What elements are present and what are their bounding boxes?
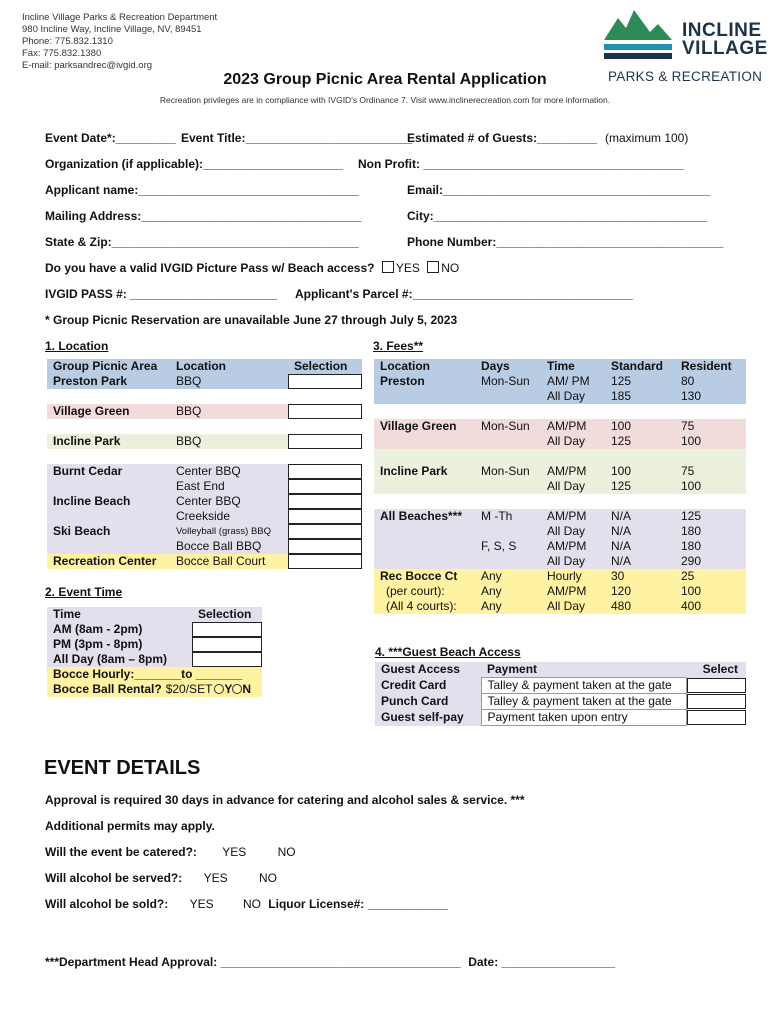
fee-resident-cell: 75	[681, 419, 695, 433]
fee-standard-cell: N/A	[611, 539, 632, 553]
picnic-area-cell: Recreation Center	[53, 554, 157, 568]
fee-time-cell: All Day	[547, 599, 586, 613]
fee-time-cell: All Day	[547, 434, 586, 448]
fee-time-cell	[541, 449, 605, 464]
non-profit-field[interactable]: Non Profit: _______________________________________	[358, 157, 684, 171]
event-time-row	[47, 622, 262, 637]
fee-location-cell: (per court):	[386, 584, 445, 598]
fee-time-cell: AM/PM	[547, 584, 587, 598]
applicant-name-field[interactable]: Applicant name:_________________________________	[45, 183, 359, 197]
location-selection-box[interactable]	[288, 554, 362, 569]
picture-pass-label: Do you have a valid IVGID Picture Pass w/ Beach access?	[45, 261, 375, 275]
fees-row	[374, 404, 746, 419]
fee-standard-cell: N/A	[611, 524, 632, 538]
location-selection-box[interactable]	[288, 524, 362, 539]
fee-standard-cell	[605, 494, 675, 509]
bocce-no-radio[interactable]	[232, 684, 242, 694]
bocce-no-label: N	[242, 682, 252, 696]
fees-row	[374, 509, 746, 524]
served-no-option[interactable]: NO	[258, 871, 277, 885]
dept-approval-line	[45, 955, 615, 969]
location-row	[47, 419, 362, 434]
fee-location-cell: (All 4 courts):	[386, 599, 457, 613]
fees-row	[374, 374, 746, 389]
picnic-area-cell	[47, 539, 170, 554]
fee-resident-cell: 130	[681, 389, 702, 403]
bocce-rental-row	[47, 682, 262, 697]
event-time-row	[47, 652, 262, 667]
location-cell	[170, 449, 288, 464]
page-title: 2023 Group Picnic Area Rental Application	[223, 71, 547, 88]
pass-yes-checkbox[interactable]	[382, 261, 394, 273]
location-selection-box[interactable]	[288, 389, 362, 404]
payment-cell: Talley & payment taken at the gate	[481, 678, 686, 694]
location-selection-box[interactable]	[288, 419, 362, 434]
picnic-area-cell: Village Green	[53, 404, 130, 418]
location-row	[47, 554, 362, 569]
bocce-rental-cell	[47, 682, 262, 697]
fee-location-cell: Village Green	[380, 419, 457, 433]
fee-time-cell	[541, 494, 605, 509]
fees-header-cell: Days	[481, 359, 510, 373]
fee-time-cell	[541, 404, 605, 419]
selection-input[interactable]	[288, 509, 362, 524]
fee-resident-cell: 80	[681, 374, 695, 388]
fee-days-cell	[475, 554, 541, 569]
beach-select-box[interactable]	[686, 710, 746, 726]
sold-label: Will alcohol be sold?:	[45, 897, 169, 911]
pass-yes-label: YES	[395, 261, 420, 275]
fee-resident-cell	[675, 494, 746, 509]
catered-no-option[interactable]: NO	[277, 845, 296, 859]
fee-location-cell	[374, 389, 475, 404]
fee-resident-cell: 180	[681, 524, 702, 538]
fee-location-cell: Preston	[380, 374, 425, 388]
sold-question	[45, 897, 448, 911]
location-cell	[170, 389, 288, 404]
beach-header-row	[375, 662, 746, 678]
permits-note: Additional permits may apply.	[45, 819, 215, 833]
pass-no-label: NO	[441, 261, 460, 275]
location-row	[47, 539, 362, 554]
location-selection-box[interactable]	[288, 509, 362, 524]
fees-header-cell: Resident	[681, 359, 732, 373]
selection-input[interactable]	[288, 524, 362, 539]
selection-input[interactable]	[192, 637, 262, 652]
mailing-address-field[interactable]: Mailing Address:_________________________________	[45, 209, 362, 223]
location-heading: 1. Location	[45, 339, 109, 353]
fee-resident-cell: 100	[681, 584, 702, 598]
approval-date-field[interactable]: Date: _________________	[468, 955, 615, 969]
payment-cell: Talley & payment taken at the gate	[481, 694, 686, 710]
selection-input[interactable]	[288, 434, 362, 449]
selection-input[interactable]	[288, 554, 362, 569]
location-cell: Volleyball (grass) BBQ	[176, 526, 272, 537]
liquor-license-field[interactable]: Liquor License#: ____________	[268, 897, 448, 911]
fee-days-cell: F, S, S	[481, 539, 517, 553]
fee-resident-cell: 290	[681, 554, 702, 568]
fee-days-cell: Any	[481, 569, 502, 583]
fee-standard-cell: 185	[611, 389, 632, 403]
location-row	[47, 494, 362, 509]
location-header-cell: Selection	[294, 359, 348, 373]
org-phone: Phone: 775.832.1310	[22, 36, 113, 47]
location-header-row	[47, 359, 362, 374]
city-field[interactable]: City:_________________________________________	[407, 209, 708, 223]
beach-row	[375, 678, 746, 694]
fee-location-cell	[374, 479, 475, 494]
picnic-area-cell	[47, 389, 170, 404]
event-time-header-cell: Time	[53, 607, 81, 621]
fee-resident-cell	[675, 449, 746, 464]
fees-header-row	[374, 359, 746, 374]
fees-row	[374, 389, 746, 404]
state-zip-field[interactable]: State & Zip:_____________________________________	[45, 235, 359, 249]
guest-access-cell: Guest self-pay	[375, 710, 481, 726]
parcel-field[interactable]: Applicant's Parcel #:_________________________________	[295, 287, 633, 301]
catered-question	[45, 845, 296, 859]
fee-days-cell: Mon-Sun	[481, 464, 530, 478]
selection-input[interactable]	[288, 374, 362, 389]
beach-row	[375, 710, 746, 726]
fee-time-cell: Hourly	[547, 569, 582, 583]
fee-location-cell: All Beaches***	[380, 509, 463, 523]
fee-location-cell	[374, 539, 475, 554]
fee-days-cell	[475, 434, 541, 449]
fees-table	[374, 359, 746, 614]
fee-resident-cell: 25	[681, 569, 695, 583]
location-header-cell: Group Picnic Area	[53, 359, 158, 373]
event-time-selection-box[interactable]	[192, 637, 262, 652]
event-time-selection-box[interactable]	[192, 652, 262, 667]
event-time-table	[47, 607, 262, 697]
location-cell: Creekside	[176, 509, 231, 523]
served-question	[45, 871, 277, 885]
event-time-selection-box[interactable]	[192, 622, 262, 637]
fees-row	[374, 539, 746, 554]
fee-days-cell	[475, 479, 541, 494]
fees-row	[374, 479, 746, 494]
fee-standard-cell: 480	[611, 599, 632, 613]
fee-standard-cell: 125	[611, 374, 632, 388]
fee-time-cell: All Day	[547, 524, 586, 538]
fee-days-cell: M -Th	[481, 509, 513, 523]
served-label: Will alcohol be served?:	[45, 871, 183, 885]
fee-standard-cell: 100	[611, 419, 632, 433]
beach-select-box[interactable]	[686, 678, 746, 694]
location-cell: East End	[176, 479, 225, 493]
event-time-row	[47, 637, 262, 652]
fee-location-cell: Rec Bocce Ct	[380, 569, 458, 583]
fee-standard-cell	[605, 449, 675, 464]
logo-wordmark	[682, 22, 768, 58]
picnic-area-cell: Incline Park	[53, 434, 121, 448]
selection-input[interactable]	[288, 539, 362, 554]
location-row	[47, 509, 362, 524]
location-row	[47, 449, 362, 464]
location-selection-box[interactable]	[288, 404, 362, 419]
picnic-area-cell	[47, 509, 170, 524]
fees-row	[374, 584, 746, 599]
picnic-area-cell	[47, 479, 170, 494]
fees-row	[374, 524, 746, 539]
location-selection-box[interactable]	[288, 464, 362, 479]
organization-field[interactable]: Organization (if applicable):_____________________	[45, 157, 344, 171]
selection-input[interactable]	[288, 464, 362, 479]
fee-location-cell	[374, 554, 475, 569]
event-details-title: EVENT DETAILS	[44, 757, 201, 779]
sold-yes-option[interactable]: YES	[189, 897, 214, 911]
selection-input[interactable]	[687, 694, 747, 709]
fee-time-cell: AM/ PM	[547, 374, 590, 388]
fee-time-cell: AM/PM	[547, 539, 587, 553]
fee-location-cell: Incline Park	[380, 464, 448, 478]
fees-row	[374, 569, 746, 584]
bocce-hourly-row	[47, 667, 262, 682]
location-cell	[170, 419, 288, 434]
reservation-notice: * Group Picnic Reservation are unavailable June 27 through July 5, 2023	[45, 313, 458, 327]
org-address: 980 Incline Way, Incline Village, NV, 89451	[22, 24, 202, 35]
mountain-logo-icon	[600, 6, 680, 66]
selection-input[interactable]	[288, 494, 362, 509]
fee-time-cell: AM/PM	[547, 464, 587, 478]
fee-days-cell	[475, 494, 541, 509]
selection-input[interactable]	[687, 710, 747, 725]
fee-resident-cell: 180	[681, 539, 702, 553]
fee-time-cell: All Day	[547, 554, 586, 568]
org-email: E-mail: parksandrec@ivgid.org	[22, 60, 153, 71]
selection-input[interactable]	[288, 479, 362, 494]
fees-row	[374, 494, 746, 509]
location-selection-box[interactable]	[288, 479, 362, 494]
picnic-area-cell: Ski Beach	[53, 524, 111, 538]
fee-standard-cell: 30	[611, 569, 625, 583]
dept-approval-field[interactable]: ***Department Head Approval: ____________________________________	[45, 955, 461, 969]
fees-header-cell: Location	[380, 359, 430, 373]
fee-days-cell: Any	[481, 584, 502, 598]
event-time-label: PM (3pm - 8pm)	[53, 637, 143, 651]
fee-resident-cell: 75	[681, 464, 695, 478]
location-table	[47, 359, 362, 569]
guests-field[interactable]: Estimated # of Guests:_________	[407, 131, 598, 145]
fee-standard-cell: N/A	[611, 554, 632, 568]
logo-subtitle: PARKS & RECREATION	[608, 69, 763, 84]
catered-label: Will the event be catered?:	[45, 845, 197, 859]
guest-access-cell: Credit Card	[375, 678, 481, 694]
fee-standard-cell: 100	[611, 464, 632, 478]
location-selection-box[interactable]	[288, 494, 362, 509]
org-name: Incline Village Parks & Recreation Department	[22, 12, 218, 23]
fee-days-cell	[475, 389, 541, 404]
email-field[interactable]: Email:________________________________________	[407, 183, 710, 197]
phone-number-field[interactable]: Phone Number:__________________________________	[407, 235, 724, 249]
fee-standard-cell: 125	[611, 479, 632, 493]
approval-note: Approval is required 30 days in advance for catering and alcohol sales & service. ***	[45, 793, 525, 807]
org-fax: Fax: 775.832.1380	[22, 48, 102, 59]
location-cell: BBQ	[176, 434, 202, 448]
event-title-field[interactable]: Event Title:_________________________	[181, 131, 413, 145]
fees-row	[374, 554, 746, 569]
fee-location-cell	[374, 404, 475, 419]
fee-days-cell: Mon-Sun	[481, 374, 530, 388]
selection-input[interactable]	[192, 622, 262, 637]
location-selection-box[interactable]	[288, 374, 362, 389]
bocce-hourly-field[interactable]: Bocce Hourly:_______to _______	[53, 667, 243, 681]
fee-time-cell: AM/PM	[547, 509, 587, 523]
location-header-cell: Location	[176, 359, 226, 373]
fee-days-cell	[475, 404, 541, 419]
fee-time-cell: AM/PM	[547, 419, 587, 433]
fee-standard-cell: 125	[611, 434, 632, 448]
location-row	[47, 389, 362, 404]
fee-resident-cell: 100	[681, 434, 702, 448]
location-row	[47, 479, 362, 494]
fees-heading: 3. Fees**	[373, 339, 424, 353]
selection-input[interactable]	[192, 652, 262, 667]
guests-max-note: (maximum 100)	[605, 131, 689, 145]
fees-row	[374, 434, 746, 449]
picnic-area-cell: Burnt Cedar	[53, 464, 123, 478]
fees-row	[374, 449, 746, 464]
fee-resident-cell: 125	[681, 509, 702, 523]
event-time-header-row	[47, 607, 262, 622]
pass-no-checkbox[interactable]	[427, 261, 439, 273]
location-cell: BBQ	[176, 374, 202, 388]
logo-line1: INCLINE	[682, 20, 762, 41]
event-time-header-cell: Selection	[198, 607, 252, 621]
payment-cell: Payment taken upon entry	[481, 710, 686, 726]
picnic-area-cell	[47, 419, 170, 434]
fees-header-cell: Standard	[611, 359, 664, 373]
fee-standard-cell: N/A	[611, 509, 632, 523]
location-row	[47, 524, 362, 539]
fee-standard-cell	[605, 404, 675, 419]
beach-header-cell: Guest Access	[381, 662, 460, 677]
fee-time-cell: All Day	[547, 479, 586, 493]
served-yes-option[interactable]: YES	[203, 871, 228, 885]
fee-days-cell	[475, 449, 541, 464]
bocce-yes-label: Y	[224, 682, 233, 696]
location-row	[47, 404, 362, 419]
selection-input[interactable]	[288, 404, 362, 419]
ivgid-pass-field[interactable]: IVGID PASS #: ______________________	[45, 287, 277, 301]
location-cell: Bocce Ball BBQ	[176, 539, 262, 553]
fees-row	[374, 419, 746, 434]
location-cell: BBQ	[176, 404, 202, 418]
event-time-heading: 2. Event Time	[45, 585, 123, 599]
fee-location-cell	[374, 494, 475, 509]
location-selection-box[interactable]	[288, 434, 362, 449]
event-time-label: All Day (8am – 8pm)	[53, 652, 168, 666]
event-date-field[interactable]: Event Date*:_________	[45, 131, 176, 145]
beach-header-cell: Payment	[487, 662, 538, 676]
fees-row	[374, 464, 746, 479]
page-subtitle: Recreation privileges are in compliance with IVGID's Ordinance 7. Visit www.inclinerecreation.com for more information.	[159, 95, 611, 105]
location-row	[47, 464, 362, 479]
fee-resident-cell: 400	[681, 599, 702, 613]
beach-access-table	[375, 662, 746, 726]
logo-line2: VILLAGE	[682, 38, 768, 59]
selection-input[interactable]	[687, 678, 747, 693]
beach-select-box[interactable]	[686, 694, 746, 710]
fee-resident-cell	[675, 404, 746, 419]
fees-header-cell: Time	[547, 359, 575, 373]
picnic-area-cell: Incline Beach	[53, 494, 131, 508]
beach-access-heading: 4. ***Guest Beach Access	[375, 645, 521, 659]
fee-days-cell: Mon-Sun	[481, 419, 530, 433]
org-contact-block	[22, 12, 217, 72]
bocce-rental-label: Bocce Ball Rental?	[53, 682, 162, 696]
location-selection-box[interactable]	[288, 539, 362, 554]
event-time-label: AM (8am - 2pm)	[53, 622, 143, 636]
beach-header-cell: Select	[702, 662, 738, 677]
fee-resident-cell: 100	[681, 479, 702, 493]
fee-days-cell: Any	[481, 599, 502, 613]
fee-time-cell: All Day	[547, 389, 586, 403]
picnic-area-cell: Preston Park	[53, 374, 128, 388]
picture-pass-question	[45, 261, 459, 275]
location-cell: Bocce Ball Court	[176, 554, 266, 568]
bocce-rental-price: $20/SET	[165, 682, 213, 696]
location-cell: Center BBQ	[176, 494, 241, 508]
fee-location-cell	[374, 449, 475, 464]
picnic-area-cell	[47, 449, 170, 464]
location-cell: Center BBQ	[176, 464, 241, 478]
location-row	[47, 374, 362, 389]
sold-no-option[interactable]: NO	[242, 897, 261, 911]
fee-standard-cell: 120	[611, 584, 632, 598]
location-selection-box[interactable]	[288, 449, 362, 464]
fee-days-cell	[475, 524, 541, 539]
fees-row	[374, 599, 746, 614]
fee-location-cell	[374, 434, 475, 449]
fee-location-cell	[374, 524, 475, 539]
location-row	[47, 434, 362, 449]
guest-access-cell: Punch Card	[375, 694, 481, 710]
catered-yes-option[interactable]: YES	[222, 845, 247, 859]
beach-row	[375, 694, 746, 710]
bocce-yes-radio[interactable]	[214, 684, 224, 694]
